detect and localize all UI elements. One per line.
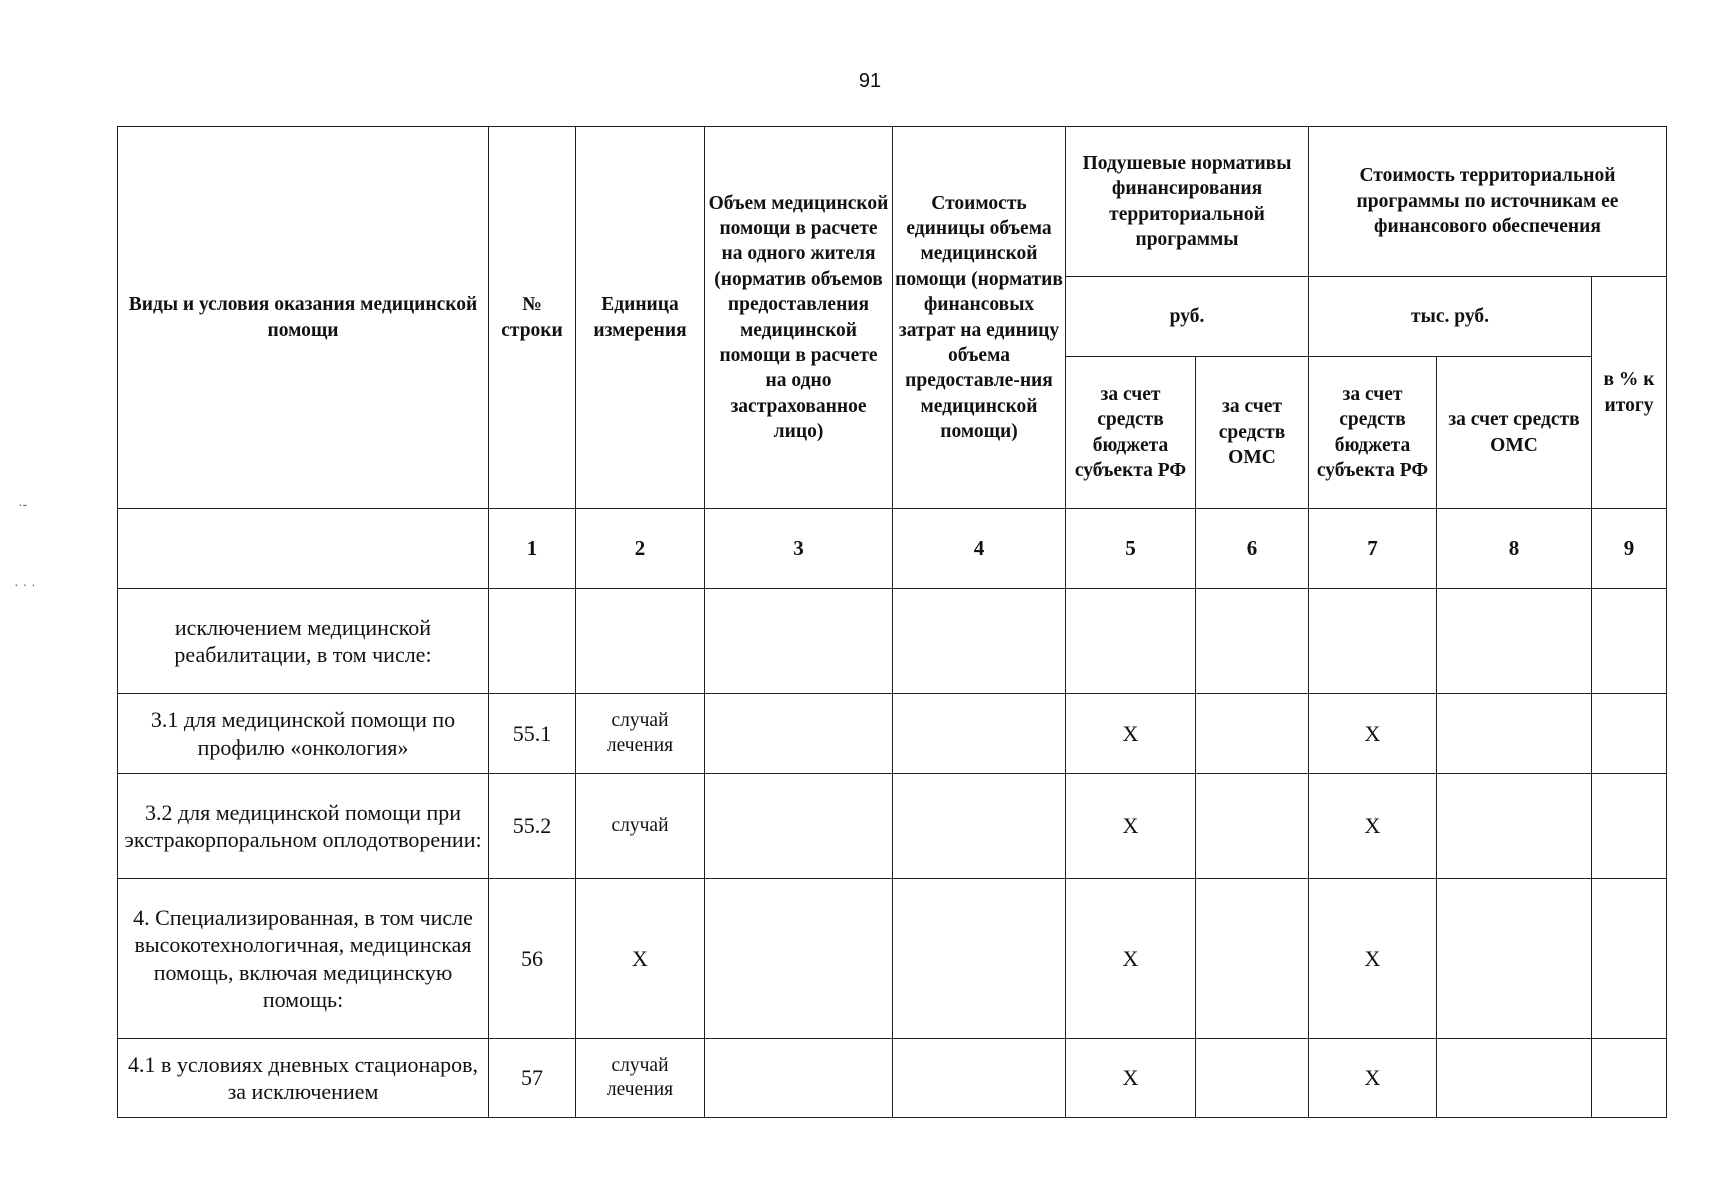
row-value (1592, 879, 1667, 1039)
header-unit: Единица измерения (576, 127, 705, 509)
row-value (893, 1039, 1066, 1118)
row-unit: случай лечения (576, 694, 705, 774)
row-value (1592, 589, 1667, 694)
table-row (118, 1039, 1667, 1118)
row-kind: 3.1 для медицинской помощи по профилю «онкология» (118, 694, 489, 774)
row-value: X (1309, 879, 1437, 1039)
row-value: X (1309, 774, 1437, 879)
row-value: X (1309, 694, 1437, 774)
row-unit: случай лечения (576, 1039, 705, 1118)
row-value (893, 589, 1066, 694)
table-row (118, 589, 1667, 694)
row-value (1437, 589, 1592, 694)
page-number: 91 (858, 70, 882, 92)
header-row-no: № строки (489, 127, 576, 509)
column-number: 1 (489, 509, 576, 589)
row-value (1309, 589, 1437, 694)
row-kind: 3.2 для медицинской помощи при экстракорпоральном оплодотворении: (118, 774, 489, 879)
row-value (705, 879, 893, 1039)
row-value: X (1066, 694, 1196, 774)
header-oms-rub: за счет средств ОМС (1196, 357, 1309, 509)
row-unit: X (576, 879, 705, 1039)
row-value (1066, 589, 1196, 694)
row-value (1196, 589, 1309, 694)
row-number: 55.2 (489, 774, 576, 879)
table-row (118, 774, 1667, 879)
header-unit-rub: руб. (1066, 277, 1309, 357)
header-budget-thousand: за счет средств бюджета субъекта РФ (1309, 357, 1437, 509)
row-value (893, 774, 1066, 879)
row-kind: исключением медицинской реабилитации, в том числе: (118, 589, 489, 694)
header-percent: в % к итогу (1592, 277, 1667, 509)
header-kind: Виды и условия оказания медицинской помощи (118, 127, 489, 509)
row-value (1592, 694, 1667, 774)
row-number: 56 (489, 879, 576, 1039)
row-value: X (1066, 879, 1196, 1039)
row-value (1196, 879, 1309, 1039)
row-kind: 4.1 в условиях дневных стационаров, за исключением (118, 1039, 489, 1118)
table-row (118, 879, 1667, 1039)
column-number: 8 (1437, 509, 1592, 589)
row-value: X (1066, 1039, 1196, 1118)
row-value (1196, 694, 1309, 774)
header-per-capita-group: Подушевые нормативы финансирования территориальной программы (1066, 127, 1309, 277)
row-value (1437, 879, 1592, 1039)
row-unit (576, 589, 705, 694)
row-value (1437, 1039, 1592, 1118)
row-value (1196, 774, 1309, 879)
row-number (489, 589, 576, 694)
header-unit-thousand-rub: тыс. руб. (1309, 277, 1592, 357)
row-value (705, 694, 893, 774)
financing-table (117, 126, 1667, 1118)
column-number: 5 (1066, 509, 1196, 589)
column-number: 3 (705, 509, 893, 589)
row-value (1592, 774, 1667, 879)
row-unit: случай (576, 774, 705, 879)
row-value (705, 774, 893, 879)
row-value (705, 1039, 893, 1118)
row-value (1437, 694, 1592, 774)
row-number: 55.1 (489, 694, 576, 774)
column-number: 4 (893, 509, 1066, 589)
column-number: 7 (1309, 509, 1437, 589)
row-value (705, 589, 893, 694)
header-budget-rub: за счет средств бюджета субъекта РФ (1066, 357, 1196, 509)
row-kind: 4. Специализированная, в том числе высокотехнологичная, медицинская помощь, включая медицинскую помощь: (118, 879, 489, 1039)
column-number: 9 (1592, 509, 1667, 589)
header-volume: Объем медицинской помощи в расчете на одного жителя (норматив объемов предоставления медицинской помощи в расчете на одно застрахованное лицо) (705, 127, 893, 509)
table-row (118, 694, 1667, 774)
row-value (1437, 774, 1592, 879)
header-oms-thousand: за счет средств ОМС (1437, 357, 1592, 509)
row-value: X (1309, 1039, 1437, 1118)
header-cost: Стоимость единицы объема медицинской помощи (норматив финансовых затрат на единицу объема предоставле-ния медицинской помощи) (893, 127, 1066, 509)
row-value: X (1066, 774, 1196, 879)
column-number-row (118, 509, 1667, 589)
column-number: 6 (1196, 509, 1309, 589)
column-number: 2 (576, 509, 705, 589)
column-number (118, 509, 489, 589)
row-value (1196, 1039, 1309, 1118)
row-value (893, 694, 1066, 774)
header-cost-total-group: Стоимость территориальной программы по источникам ее финансового обеспечения (1309, 127, 1667, 277)
row-number: 57 (489, 1039, 576, 1118)
row-value (893, 879, 1066, 1039)
scan-mark: · · · (14, 576, 36, 592)
scan-mark: ·- (18, 496, 28, 512)
row-value (1592, 1039, 1667, 1118)
